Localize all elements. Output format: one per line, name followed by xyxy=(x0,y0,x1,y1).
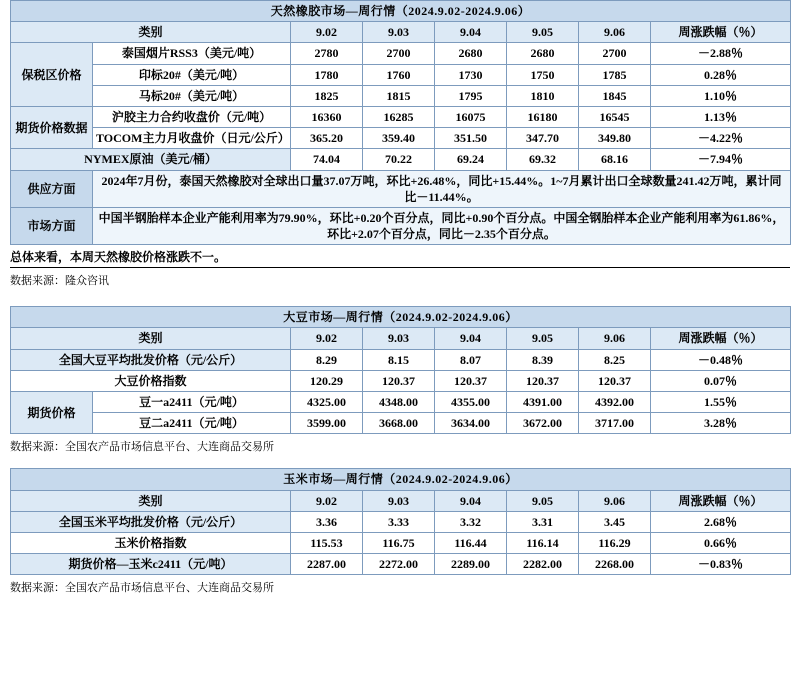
soybean-row-category: 豆一a2411（元/吨） xyxy=(93,392,291,413)
soybean-row-value: 8.07 xyxy=(435,349,507,370)
soybean-row-value: 3672.00 xyxy=(507,413,579,434)
soybean-row-value: 120.29 xyxy=(291,370,363,391)
rubber-row-value: 16285 xyxy=(363,106,435,127)
corn-row-value: 3.33 xyxy=(363,511,435,532)
rubber-row-value: 1845 xyxy=(579,85,651,106)
rubber-row-value: 2700 xyxy=(363,43,435,64)
soybean-header-d4: 9.05 xyxy=(507,328,579,349)
soybean-row-value: 120.37 xyxy=(435,370,507,391)
table-row xyxy=(11,43,791,64)
rubber-supply-note-row xyxy=(11,170,791,207)
corn-header-d5: 9.06 xyxy=(579,490,651,511)
soybean-market-table xyxy=(10,306,791,434)
soybean-row-value: 8.25 xyxy=(579,349,651,370)
corn-header-d4: 9.05 xyxy=(507,490,579,511)
soybean-header-d1: 9.02 xyxy=(291,328,363,349)
rubber-row-value: 1730 xyxy=(435,64,507,85)
corn-source: 数据来源：全国农产品市场信息平台、大连商品交易所 xyxy=(10,582,274,595)
rubber-row-value: 2680 xyxy=(435,43,507,64)
rubber-header-d2: 9.03 xyxy=(363,22,435,43)
corn-row-value: 3.36 xyxy=(291,511,363,532)
table-row xyxy=(11,85,791,106)
rubber-row-category: 印标20#（美元/吨） xyxy=(93,64,291,85)
table-row xyxy=(11,149,791,170)
rubber-row-value: 16075 xyxy=(435,106,507,127)
rubber-group-futures-label: 期货价格数据 xyxy=(11,106,93,148)
corn-header-d1: 9.02 xyxy=(291,490,363,511)
corn-row-value: 3.45 xyxy=(579,511,651,532)
soybean-header-category: 类别 xyxy=(11,328,291,349)
rubber-row-value: 1810 xyxy=(507,85,579,106)
corn-row-category: 玉米价格指数 xyxy=(11,532,291,553)
corn-title: 玉米市场—周行情（2024.9.02-2024.9.06） xyxy=(11,469,791,490)
soybean-row-value: 120.37 xyxy=(507,370,579,391)
soybean-row-value: 4348.00 xyxy=(363,392,435,413)
corn-row-change: 2.68％ xyxy=(651,511,791,532)
corn-row-change: 0.66％ xyxy=(651,532,791,553)
rubber-source: 数据来源：隆众咨讯 xyxy=(10,275,109,288)
corn-row-value: 2289.00 xyxy=(435,554,507,575)
corn-row-category: 期货价格—玉米c2411（元/吨） xyxy=(11,554,291,575)
soybean-row-value: 3634.00 xyxy=(435,413,507,434)
soybean-row-value: 8.29 xyxy=(291,349,363,370)
rubber-header-category: 类别 xyxy=(11,22,291,43)
soybean-header-d3: 9.04 xyxy=(435,328,507,349)
rubber-market-note-row xyxy=(11,207,791,244)
rubber-supply-label: 供应方面 xyxy=(11,170,93,207)
rubber-row-value: 1780 xyxy=(291,64,363,85)
soybean-row-change: 0.07％ xyxy=(651,370,791,391)
rubber-nymex-label: NYMEX原油（美元/桶） xyxy=(11,149,291,170)
soybean-row-change: －0.48％ xyxy=(651,349,791,370)
soybean-header-change: 周涨跌幅（％） xyxy=(651,328,791,349)
rubber-row-value: 1815 xyxy=(363,85,435,106)
soybean-row-value: 120.37 xyxy=(579,370,651,391)
rubber-row-value: 1785 xyxy=(579,64,651,85)
table-row xyxy=(11,349,791,370)
table-row xyxy=(11,128,791,149)
soybean-row-value: 3717.00 xyxy=(579,413,651,434)
corn-row-value: 116.29 xyxy=(579,532,651,553)
table-row xyxy=(11,106,791,127)
rubber-row-category: 泰国烟片RSS3（美元/吨） xyxy=(93,43,291,64)
corn-row-value: 115.53 xyxy=(291,532,363,553)
rubber-market-text: 中国半钢胎样本企业产能利用率为79.90%，环比+0.20个百分点，同比+0.90个百分点。中国全钢胎样本企业产能利用率为61.86%，环比+2.07个百分点，同比－2.35个百分点。 xyxy=(93,207,791,244)
rubber-row-value: 68.16 xyxy=(579,149,651,170)
soybean-row-change: 3.28％ xyxy=(651,413,791,434)
rubber-row-value: 69.32 xyxy=(507,149,579,170)
rubber-header-row xyxy=(11,22,791,43)
rubber-summary: 总体来看，本周天然橡胶价格涨跌不一。 xyxy=(10,248,790,268)
rubber-title: 天然橡胶市场—周行情（2024.9.02-2024.9.06） xyxy=(11,1,791,22)
rubber-row-value: 16180 xyxy=(507,106,579,127)
soybean-row-value: 4355.00 xyxy=(435,392,507,413)
rubber-row-category: 沪胶主力合约收盘价（元/吨） xyxy=(93,106,291,127)
soybean-row-value: 120.37 xyxy=(363,370,435,391)
rubber-row-value: 359.40 xyxy=(363,128,435,149)
rubber-header-d3: 9.04 xyxy=(435,22,507,43)
rubber-header-d4: 9.05 xyxy=(507,22,579,43)
table-row xyxy=(11,413,791,434)
corn-row-value: 2268.00 xyxy=(579,554,651,575)
soybean-row-value: 3668.00 xyxy=(363,413,435,434)
rubber-row-value: 1750 xyxy=(507,64,579,85)
spacer xyxy=(0,454,800,468)
soybean-row-value: 4325.00 xyxy=(291,392,363,413)
soybean-title: 大豆市场—周行情（2024.9.02-2024.9.06） xyxy=(11,307,791,328)
rubber-row-change: 1.13％ xyxy=(651,106,791,127)
rubber-row-value: 69.24 xyxy=(435,149,507,170)
soybean-row-change: 1.55％ xyxy=(651,392,791,413)
corn-row-value: 2272.00 xyxy=(363,554,435,575)
rubber-row-value: 1825 xyxy=(291,85,363,106)
rubber-row-value: 2780 xyxy=(291,43,363,64)
soybean-row-value: 3599.00 xyxy=(291,413,363,434)
rubber-header-d5: 9.06 xyxy=(579,22,651,43)
rubber-row-change: 1.10％ xyxy=(651,85,791,106)
soybean-header-d5: 9.06 xyxy=(579,328,651,349)
rubber-row-value: 2680 xyxy=(507,43,579,64)
table-row xyxy=(11,64,791,85)
soybean-header-row xyxy=(11,328,791,349)
soybean-row-value: 4391.00 xyxy=(507,392,579,413)
rubber-row-value: 16360 xyxy=(291,106,363,127)
rubber-row-value: 365.20 xyxy=(291,128,363,149)
table-row xyxy=(11,370,791,391)
rubber-row-value: 349.80 xyxy=(579,128,651,149)
rubber-row-change: －4.22％ xyxy=(651,128,791,149)
rubber-market-label: 市场方面 xyxy=(11,207,93,244)
rubber-header-change: 周涨跌幅（％） xyxy=(651,22,791,43)
rubber-header-d1: 9.02 xyxy=(291,22,363,43)
corn-market-table xyxy=(10,468,791,575)
soybean-row-value: 8.39 xyxy=(507,349,579,370)
soybean-group-futures-label: 期货价格 xyxy=(11,392,93,434)
soybean-header-d2: 9.03 xyxy=(363,328,435,349)
rubber-row-value: 351.50 xyxy=(435,128,507,149)
corn-row-change: －0.83％ xyxy=(651,554,791,575)
soybean-row-value: 4392.00 xyxy=(579,392,651,413)
rubber-row-category: TOCOM主力月收盘价（日元/公斤） xyxy=(93,128,291,149)
rubber-title-row xyxy=(11,1,791,22)
soybean-row-value: 8.15 xyxy=(363,349,435,370)
rubber-row-value: 1760 xyxy=(363,64,435,85)
rubber-market-table xyxy=(10,0,791,245)
corn-header-row xyxy=(11,490,791,511)
rubber-row-change: 0.28％ xyxy=(651,64,791,85)
corn-header-category: 类别 xyxy=(11,490,291,511)
corn-row-value: 2287.00 xyxy=(291,554,363,575)
rubber-row-value: 16545 xyxy=(579,106,651,127)
rubber-supply-text: 2024年7月份，泰国天然橡胶对全球出口量37.07万吨，环比+26.48%，同比+15.44%。1~7月累计出口全球数量241.42万吨，累计同比－11.44%。 xyxy=(93,170,791,207)
rubber-row-value: 1795 xyxy=(435,85,507,106)
rubber-row-change: －7.94％ xyxy=(651,149,791,170)
corn-header-change: 周涨跌幅（％） xyxy=(651,490,791,511)
corn-row-value: 2282.00 xyxy=(507,554,579,575)
corn-header-d3: 9.04 xyxy=(435,490,507,511)
corn-row-value: 3.32 xyxy=(435,511,507,532)
rubber-row-category: 马标20#（美元/吨） xyxy=(93,85,291,106)
soybean-row-category: 豆二a2411（元/吨） xyxy=(93,413,291,434)
table-row xyxy=(11,532,791,553)
corn-row-value: 3.31 xyxy=(507,511,579,532)
table-row xyxy=(11,511,791,532)
corn-row-value: 116.44 xyxy=(435,532,507,553)
corn-title-row xyxy=(11,469,791,490)
spacer xyxy=(0,288,800,306)
corn-row-value: 116.75 xyxy=(363,532,435,553)
rubber-row-value: 70.22 xyxy=(363,149,435,170)
soybean-row-category: 大豆价格指数 xyxy=(11,370,291,391)
rubber-row-value: 2700 xyxy=(579,43,651,64)
soybean-row-category: 全国大豆平均批发价格（元/公斤） xyxy=(11,349,291,370)
rubber-row-change: －2.88％ xyxy=(651,43,791,64)
rubber-group-bonded-label: 保税区价格 xyxy=(11,43,93,107)
soybean-source: 数据来源：全国农产品市场信息平台、大连商品交易所 xyxy=(10,441,274,454)
table-row xyxy=(11,554,791,575)
corn-row-value: 116.14 xyxy=(507,532,579,553)
rubber-row-value: 74.04 xyxy=(291,149,363,170)
corn-row-category: 全国玉米平均批发价格（元/公斤） xyxy=(11,511,291,532)
corn-header-d2: 9.03 xyxy=(363,490,435,511)
table-row xyxy=(11,392,791,413)
soybean-title-row xyxy=(11,307,791,328)
rubber-row-value: 347.70 xyxy=(507,128,579,149)
